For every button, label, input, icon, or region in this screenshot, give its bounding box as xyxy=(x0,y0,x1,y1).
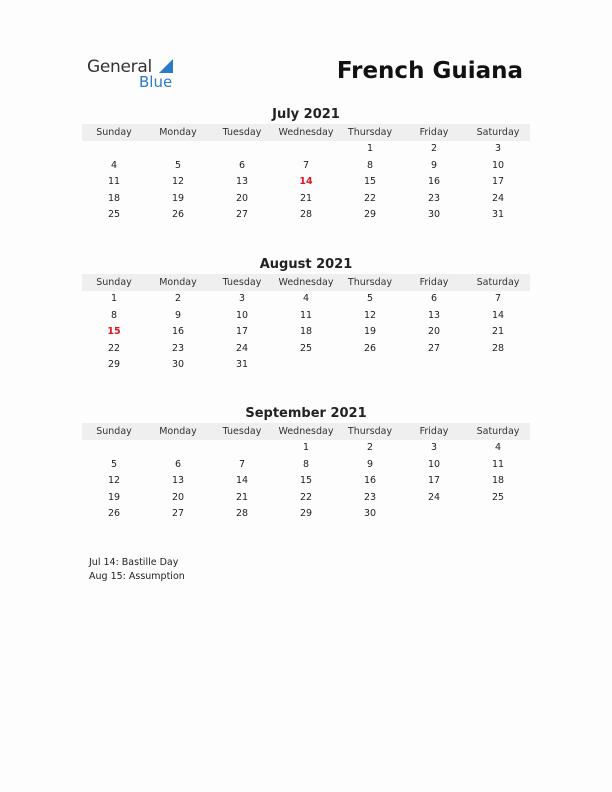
day-cell: 29 xyxy=(107,359,121,370)
day-cell: 12 xyxy=(107,475,121,486)
empty-day-cell xyxy=(402,506,466,523)
week-row xyxy=(82,207,530,224)
weekday-label: Monday xyxy=(159,277,197,288)
day-cell: 9 xyxy=(174,309,182,321)
week-row xyxy=(82,191,530,208)
day-cell: 21 xyxy=(491,326,505,337)
empty-day-cell xyxy=(146,141,210,158)
empty-day-cell xyxy=(338,357,402,374)
day-cell: 15 xyxy=(299,475,313,486)
day-cell: 28 xyxy=(235,508,249,519)
day-cell: 25 xyxy=(491,491,505,503)
weekday-label: Friday xyxy=(419,277,449,288)
weekday-header xyxy=(82,274,530,291)
day-cell: 11 xyxy=(299,309,313,321)
month-title: July 2021 xyxy=(272,107,340,122)
day-cell: 19 xyxy=(171,192,185,204)
day-cell: 9 xyxy=(366,458,374,470)
day-cell: 24 xyxy=(235,342,249,354)
weekday-label: Wednesday xyxy=(278,277,334,288)
day-cell: 23 xyxy=(171,342,185,354)
day-cell: 2 xyxy=(366,442,374,453)
day-cell: 23 xyxy=(427,192,441,204)
day-cell: 8 xyxy=(110,309,118,321)
day-cell: 27 xyxy=(171,508,185,519)
brand-name-blue: Blue xyxy=(139,73,173,91)
weekday-label: Wednesday xyxy=(278,426,334,437)
day-cell: 8 xyxy=(366,159,374,171)
day-cell: 7 xyxy=(238,458,246,470)
holiday-note: Aug 15: Assumption xyxy=(89,571,185,582)
day-cell: 14 xyxy=(235,475,249,486)
empty-day-cell xyxy=(402,357,466,374)
weekday-label: Thursday xyxy=(347,277,393,288)
brand-name-general: General xyxy=(87,57,152,77)
weekday-label: Saturday xyxy=(476,426,520,437)
day-cell: 10 xyxy=(491,159,505,171)
weekday-label: Sunday xyxy=(96,277,132,288)
day-cell: 14 xyxy=(299,176,313,187)
day-cell: 1 xyxy=(366,143,374,154)
day-cell: 29 xyxy=(363,209,377,220)
day-cell: 16 xyxy=(171,326,185,337)
empty-day-cell xyxy=(466,357,530,374)
month-calendar xyxy=(82,106,530,224)
day-cell: 18 xyxy=(491,475,505,486)
empty-day-cell xyxy=(210,141,274,158)
day-cell: 19 xyxy=(363,326,377,337)
week-row xyxy=(82,141,530,158)
week-row xyxy=(82,506,530,523)
empty-day-cell xyxy=(82,440,146,457)
day-cell: 12 xyxy=(363,309,377,321)
week-row xyxy=(82,308,530,325)
country-title: French Guiana xyxy=(336,58,523,84)
day-cell: 2 xyxy=(174,293,182,304)
weekday-label: Tuesday xyxy=(222,426,262,437)
month-title: August 2021 xyxy=(259,257,353,272)
week-row xyxy=(82,174,530,191)
day-cell: 19 xyxy=(107,491,121,503)
day-cell: 11 xyxy=(491,458,505,470)
day-cell: 8 xyxy=(302,458,310,470)
week-row xyxy=(82,440,530,457)
weekday-label: Wednesday xyxy=(278,127,334,138)
day-cell: 1 xyxy=(110,293,118,304)
day-cell: 24 xyxy=(427,491,441,503)
weekday-label: Thursday xyxy=(347,127,393,138)
day-cell: 6 xyxy=(430,293,438,304)
day-cell: 16 xyxy=(363,475,377,486)
weekday-label: Monday xyxy=(159,127,197,138)
week-row xyxy=(82,490,530,507)
weekday-header xyxy=(82,423,530,440)
empty-day-cell xyxy=(210,440,274,457)
weekday-label: Tuesday xyxy=(222,277,262,288)
day-cell: 27 xyxy=(427,342,441,354)
day-cell: 17 xyxy=(235,326,249,337)
day-cell: 22 xyxy=(363,192,377,204)
weekday-header xyxy=(82,124,530,141)
weekday-label: Thursday xyxy=(347,426,393,437)
day-cell: 13 xyxy=(235,176,249,187)
day-cell: 25 xyxy=(107,209,121,220)
weekday-label: Friday xyxy=(419,426,449,437)
week-row xyxy=(82,473,530,490)
empty-day-cell xyxy=(146,440,210,457)
day-cell: 5 xyxy=(366,293,374,304)
day-cell: 17 xyxy=(491,176,505,187)
day-cell: 3 xyxy=(238,293,246,304)
day-cell: 2 xyxy=(430,143,438,154)
empty-day-cell xyxy=(274,141,338,158)
week-row xyxy=(82,357,530,374)
holiday-notes xyxy=(89,556,185,584)
day-cell: 20 xyxy=(171,491,185,503)
day-cell: 10 xyxy=(427,458,441,470)
day-cell: 9 xyxy=(430,159,438,171)
day-cell: 6 xyxy=(238,159,246,171)
empty-day-cell xyxy=(82,141,146,158)
day-cell: 15 xyxy=(363,176,377,187)
day-cell: 28 xyxy=(491,342,505,354)
day-cell: 14 xyxy=(491,309,505,321)
week-row xyxy=(82,457,530,474)
day-cell: 25 xyxy=(299,342,313,354)
day-cell: 20 xyxy=(427,326,441,337)
day-cell: 5 xyxy=(110,458,118,470)
month-title: September 2021 xyxy=(245,406,367,421)
day-cell: 5 xyxy=(174,159,182,171)
day-cell: 12 xyxy=(171,176,185,187)
day-cell: 31 xyxy=(491,209,505,220)
week-row xyxy=(82,291,530,308)
day-cell: 27 xyxy=(235,209,249,220)
day-cell: 4 xyxy=(302,293,310,304)
week-row xyxy=(82,324,530,341)
day-cell: 31 xyxy=(235,359,249,370)
day-cell: 26 xyxy=(107,508,121,519)
day-cell: 18 xyxy=(107,192,121,204)
brand-logo xyxy=(87,57,187,91)
day-cell: 1 xyxy=(302,442,310,453)
day-cell: 26 xyxy=(171,209,185,220)
day-cell: 15 xyxy=(107,326,121,337)
day-cell: 16 xyxy=(427,176,441,187)
day-cell: 30 xyxy=(171,359,185,370)
day-cell: 10 xyxy=(235,309,249,321)
weekday-label: Sunday xyxy=(96,426,132,437)
day-cell: 13 xyxy=(171,475,185,486)
day-cell: 3 xyxy=(430,442,438,453)
day-cell: 21 xyxy=(299,192,313,204)
week-row xyxy=(82,158,530,175)
day-cell: 21 xyxy=(235,491,249,503)
day-cell: 30 xyxy=(427,209,441,220)
day-cell: 20 xyxy=(235,192,249,204)
day-cell: 26 xyxy=(363,342,377,354)
day-cell: 29 xyxy=(299,508,313,519)
day-cell: 11 xyxy=(107,176,121,187)
day-cell: 4 xyxy=(110,159,118,171)
day-cell: 22 xyxy=(299,491,313,503)
day-cell: 13 xyxy=(427,309,441,321)
day-cell: 28 xyxy=(299,209,313,220)
day-cell: 6 xyxy=(174,458,182,470)
week-row xyxy=(82,341,530,358)
month-calendar xyxy=(82,405,530,523)
weekday-label: Sunday xyxy=(96,127,132,138)
weekday-label: Monday xyxy=(159,426,197,437)
weekday-label: Tuesday xyxy=(222,127,262,138)
day-cell: 4 xyxy=(494,442,502,453)
month-calendar xyxy=(82,256,530,374)
day-cell: 7 xyxy=(494,293,502,304)
day-cell: 17 xyxy=(427,475,441,486)
day-cell: 22 xyxy=(107,342,121,354)
weekday-label: Friday xyxy=(419,127,449,138)
empty-day-cell xyxy=(274,357,338,374)
empty-day-cell xyxy=(466,506,530,523)
day-cell: 3 xyxy=(494,143,502,154)
day-cell: 7 xyxy=(302,159,310,171)
day-cell: 23 xyxy=(363,491,377,503)
day-cell: 18 xyxy=(299,326,313,337)
day-cell: 24 xyxy=(491,192,505,204)
brand-triangle-icon xyxy=(159,59,173,73)
holiday-note: Jul 14: Bastille Day xyxy=(89,557,179,568)
weekday-label: Saturday xyxy=(476,127,520,138)
weekday-label: Saturday xyxy=(476,277,520,288)
day-cell: 30 xyxy=(363,508,377,519)
